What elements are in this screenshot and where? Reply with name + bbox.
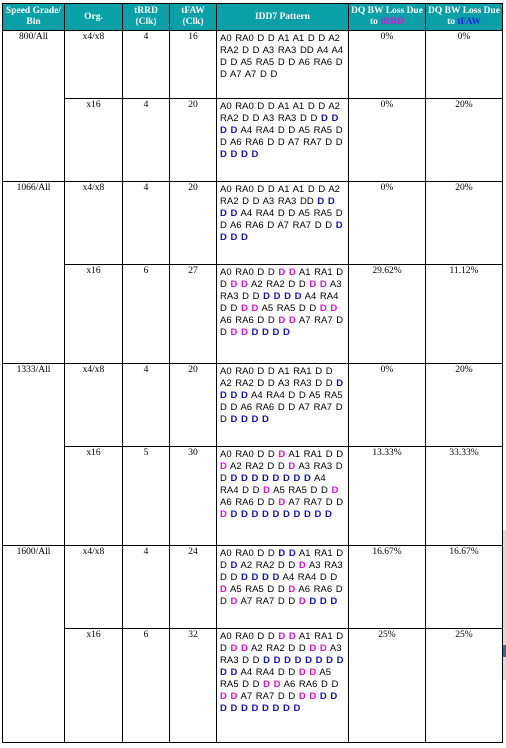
pattern-segment: A2 RA2 D D [247, 279, 310, 291]
pattern-segment: A7 RA7 D D [237, 690, 299, 702]
pattern-segment: A4 RA4 D D [279, 571, 338, 583]
header-row [3, 4, 503, 31]
cell-org: x16 [65, 447, 123, 546]
cell-pattern [217, 182, 349, 265]
cell-loss-tfaw: 16.67% [426, 545, 503, 628]
pattern-segment: A3 RA3 D D [220, 642, 342, 666]
cell-org: x16 [65, 98, 123, 181]
cell-org: x4/x8 [65, 363, 123, 446]
cell-loss-tfaw: 20% [426, 363, 503, 446]
cell-tfaw: 20 [170, 182, 217, 265]
trrd-stall-segment: D [298, 559, 306, 571]
trrd-stall-segment: D D [298, 690, 317, 702]
trrd-stall-segment: D [263, 485, 270, 497]
trrd-stall-segment: D [220, 583, 227, 595]
pattern-segment: A5 RA5 D D [220, 666, 331, 690]
trrd-stall-segment: D D [298, 666, 317, 678]
tfaw-stall-segment: D [230, 559, 238, 571]
table-row [3, 98, 503, 181]
cell-tfaw: 27 [170, 265, 217, 364]
header-loss-tfaw-prefix: DQ BW Loss Due to [428, 6, 500, 27]
pattern-segment: A0 RA0 D D [220, 547, 279, 559]
cell-org: x4/x8 [65, 31, 123, 99]
pattern-segment: A6 RA6 D D [220, 497, 279, 509]
cell-tfaw: 24 [170, 545, 217, 628]
cell-org: x4/x8 [65, 182, 123, 265]
pattern-segment: A7 RA7 D D [220, 315, 344, 339]
trrd-stall-segment: D [278, 449, 286, 461]
tfaw-stall-segment: D D D D [241, 571, 280, 583]
cell-pattern [217, 31, 349, 99]
cell-trrd: 6 [123, 628, 170, 742]
pattern-segment: A5 RA5 D D [226, 583, 289, 595]
trrd-stall-segment: D [288, 461, 296, 473]
pattern-segment: A0 RA0 D D A1 A1 D D A2 RA2 D D A3 RA3 DD A4 A4 D D A5 RA5 D D A6 RA6 D D A7 A7 D D [220, 33, 344, 80]
cell-tfaw: 32 [170, 628, 217, 742]
cell-pattern [217, 98, 349, 181]
pattern-segment: A4 RA4 D D A5 RA5 D D A6 RA6 D A7 RA7 D D [220, 208, 343, 232]
cell-tfaw: 20 [170, 363, 217, 446]
cell-loss-tfaw: 20% [426, 98, 503, 181]
cell-trrd: 4 [123, 98, 170, 181]
header-speed-grade: Speed Grade/ Bin [3, 4, 65, 31]
trrd-stall-segment: D [331, 485, 339, 497]
cell-trrd: 4 [123, 363, 170, 446]
trrd-stall-segment: D D [278, 315, 296, 327]
tfaw-stall-segment: D D D D D D D D D D [220, 690, 338, 714]
pattern-segment: A0 RA0 D D A1 A1 D D A2 RA2 D D A3 RA3 D D [220, 100, 340, 124]
pattern-segment: A0 RA0 D D [220, 267, 279, 279]
tfaw-stall-segment: D D D D [230, 413, 269, 425]
cell-loss-trrd: 13.33% [349, 447, 426, 546]
cell-pattern [217, 265, 349, 364]
tfaw-stall-segment: D D D D [251, 327, 290, 339]
pattern-segment: A6 RA6 D D [220, 315, 279, 327]
cell-trrd: 6 [123, 265, 170, 364]
pattern-segment: A5 RA5 D D [270, 485, 332, 497]
cell-loss-tfaw: 33.33% [426, 447, 503, 546]
pattern-segment: A3 RA3 D D [220, 461, 343, 485]
pattern-segment: A7 RA7 D D [237, 595, 299, 607]
pattern-segment: A6 RA6 D D [220, 583, 343, 607]
cell-tfaw: 16 [170, 31, 217, 99]
pattern-segment: A3 RA3 D D [220, 279, 342, 303]
tfaw-stall-segment: D D D D D D D D [230, 473, 311, 485]
trrd-stall-segment: D D [309, 279, 327, 291]
cell-speed-grade: 800/All [3, 31, 65, 182]
pattern-segment: A3 RA3 D D [220, 559, 343, 583]
cell-trrd: 4 [123, 31, 170, 99]
tfaw-stall-segment: D D D D D D D D D D [220, 654, 344, 678]
cell-pattern [217, 447, 349, 546]
cell-pattern [217, 628, 349, 742]
table-row [3, 363, 503, 446]
idd7-pattern-table [2, 3, 503, 743]
cell-tfaw: 30 [170, 447, 217, 546]
header-tfaw: tFAW (Clk) [170, 4, 217, 31]
cell-loss-tfaw: 11.12% [426, 265, 503, 364]
cell-loss-trrd: 0% [349, 31, 426, 99]
pattern-segment: A7 RA7 D D [285, 497, 344, 509]
cell-speed-grade: 1333/All [3, 363, 65, 545]
trrd-stall-segment: D [230, 595, 238, 607]
cell-trrd: 4 [123, 182, 170, 265]
cell-loss-tfaw: 0% [426, 31, 503, 99]
trrd-stall-segment: D D [309, 642, 327, 654]
cell-trrd: 4 [123, 545, 170, 628]
header-loss-trrd-term: tRRD [380, 17, 405, 27]
pattern-segment: A2 RA2 D D [226, 461, 289, 473]
tfaw-stall-segment: D D D D [220, 377, 344, 401]
pattern-segment: A5 RA5 D D [258, 303, 320, 315]
tfaw-stall-segment: D D D [309, 595, 338, 607]
pattern-segment: A1 RA1 D D [220, 630, 344, 654]
table-row [3, 265, 503, 364]
trrd-stall-segment: D D [278, 267, 296, 279]
trrd-stall-segment: D [220, 461, 227, 473]
tfaw-stall-segment: D D [278, 547, 296, 559]
pattern-segment: A1 RA1 D D [220, 267, 344, 291]
cell-loss-tfaw: 25% [426, 628, 503, 742]
trrd-stall-segment: D D [230, 279, 248, 291]
trrd-stall-segment: D D [230, 327, 248, 339]
pattern-segment: A0 RA0 D D A1 RA1 D D A2 RA2 D D A3 RA3 D D [220, 365, 337, 389]
trrd-stall-segment: D [278, 497, 286, 509]
cell-speed-grade: 1600/All [3, 545, 65, 742]
cell-loss-tfaw: 20% [426, 182, 503, 265]
table-row [3, 31, 503, 99]
header-loss-trrd-prefix: DQ BW Loss Due to [351, 6, 423, 27]
tfaw-stall-segment: D D D D [220, 148, 259, 160]
cell-loss-trrd: 0% [349, 363, 426, 446]
pattern-segment: A4 RA4 D D [237, 666, 299, 678]
pattern-segment: A4 RA4 D D A5 RA5 D D A6 RA6 D D A7 RA7 D D [220, 124, 343, 148]
cell-trrd: 5 [123, 447, 170, 546]
pattern-segment: A1 RA1 D D [220, 547, 344, 571]
cell-loss-trrd: 29.62% [349, 265, 426, 364]
header-loss-tfaw [426, 4, 503, 31]
table-row [3, 628, 503, 742]
cell-loss-trrd: 0% [349, 98, 426, 181]
pattern-segment: A2 RA2 D D [247, 642, 310, 654]
tfaw-stall-segment: D D D D [263, 291, 302, 303]
cell-org: x16 [65, 265, 123, 364]
tfaw-stall-segment: D D D D [220, 112, 339, 136]
cell-loss-trrd: 16.67% [349, 545, 426, 628]
cell-speed-grade: 1066/All [3, 182, 65, 364]
trrd-stall-segment: D D [319, 303, 338, 315]
pattern-segment: A0 RA0 D D A1 A1 D D A2 RA2 D D A3 RA3 DD [220, 184, 340, 208]
cell-loss-trrd: 25% [349, 628, 426, 742]
header-pattern: IDD7 Pattern [217, 4, 349, 31]
pattern-segment: A0 RA0 D D [220, 630, 279, 642]
cell-org: x16 [65, 628, 123, 742]
pattern-segment: A4 RA4 D D A5 RA5 D D A6 RA6 D D A7 RA7 D D [220, 389, 343, 425]
trrd-stall-segment: D [288, 583, 296, 595]
cell-pattern [217, 545, 349, 628]
cell-pattern [217, 363, 349, 446]
header-loss-trrd [349, 4, 426, 31]
trrd-stall-segment: D D [263, 678, 281, 690]
pattern-segment: A0 RA0 D D [220, 449, 279, 461]
pattern-segment: A4 RA4 D D [220, 291, 339, 315]
header-trrd: tRRD (Clk) [123, 4, 170, 31]
trrd-stall-segment: D D [241, 303, 259, 315]
pattern-segment: A4 RA4 D D [220, 473, 326, 497]
cell-org: x4/x8 [65, 545, 123, 628]
pattern-segment: A1 RA1 D D [285, 449, 344, 461]
trrd-stall-segment: D [220, 509, 227, 521]
trrd-stall-segment: D D [230, 642, 248, 654]
pattern-segment: A2 RA2 D D [237, 559, 299, 571]
pattern-segment: A6 RA6 D D [280, 678, 339, 690]
header-org: Org. [65, 4, 123, 31]
trrd-stall-segment: D D [220, 690, 238, 702]
cell-loss-trrd: 0% [349, 182, 426, 265]
trrd-stall-segment: D [298, 595, 306, 607]
tfaw-stall-segment: D D D D D D D D D D [230, 509, 332, 521]
header-loss-tfaw-term: tFAW [457, 17, 481, 27]
table-body [3, 31, 503, 743]
trrd-stall-segment: D D [278, 630, 296, 642]
tfaw-stall-segment: D D D D [220, 196, 335, 220]
table-row [3, 545, 503, 628]
table-row [3, 447, 503, 546]
table-row [3, 182, 503, 265]
tfaw-stall-segment: D D D D [220, 220, 343, 244]
cell-tfaw: 20 [170, 98, 217, 181]
